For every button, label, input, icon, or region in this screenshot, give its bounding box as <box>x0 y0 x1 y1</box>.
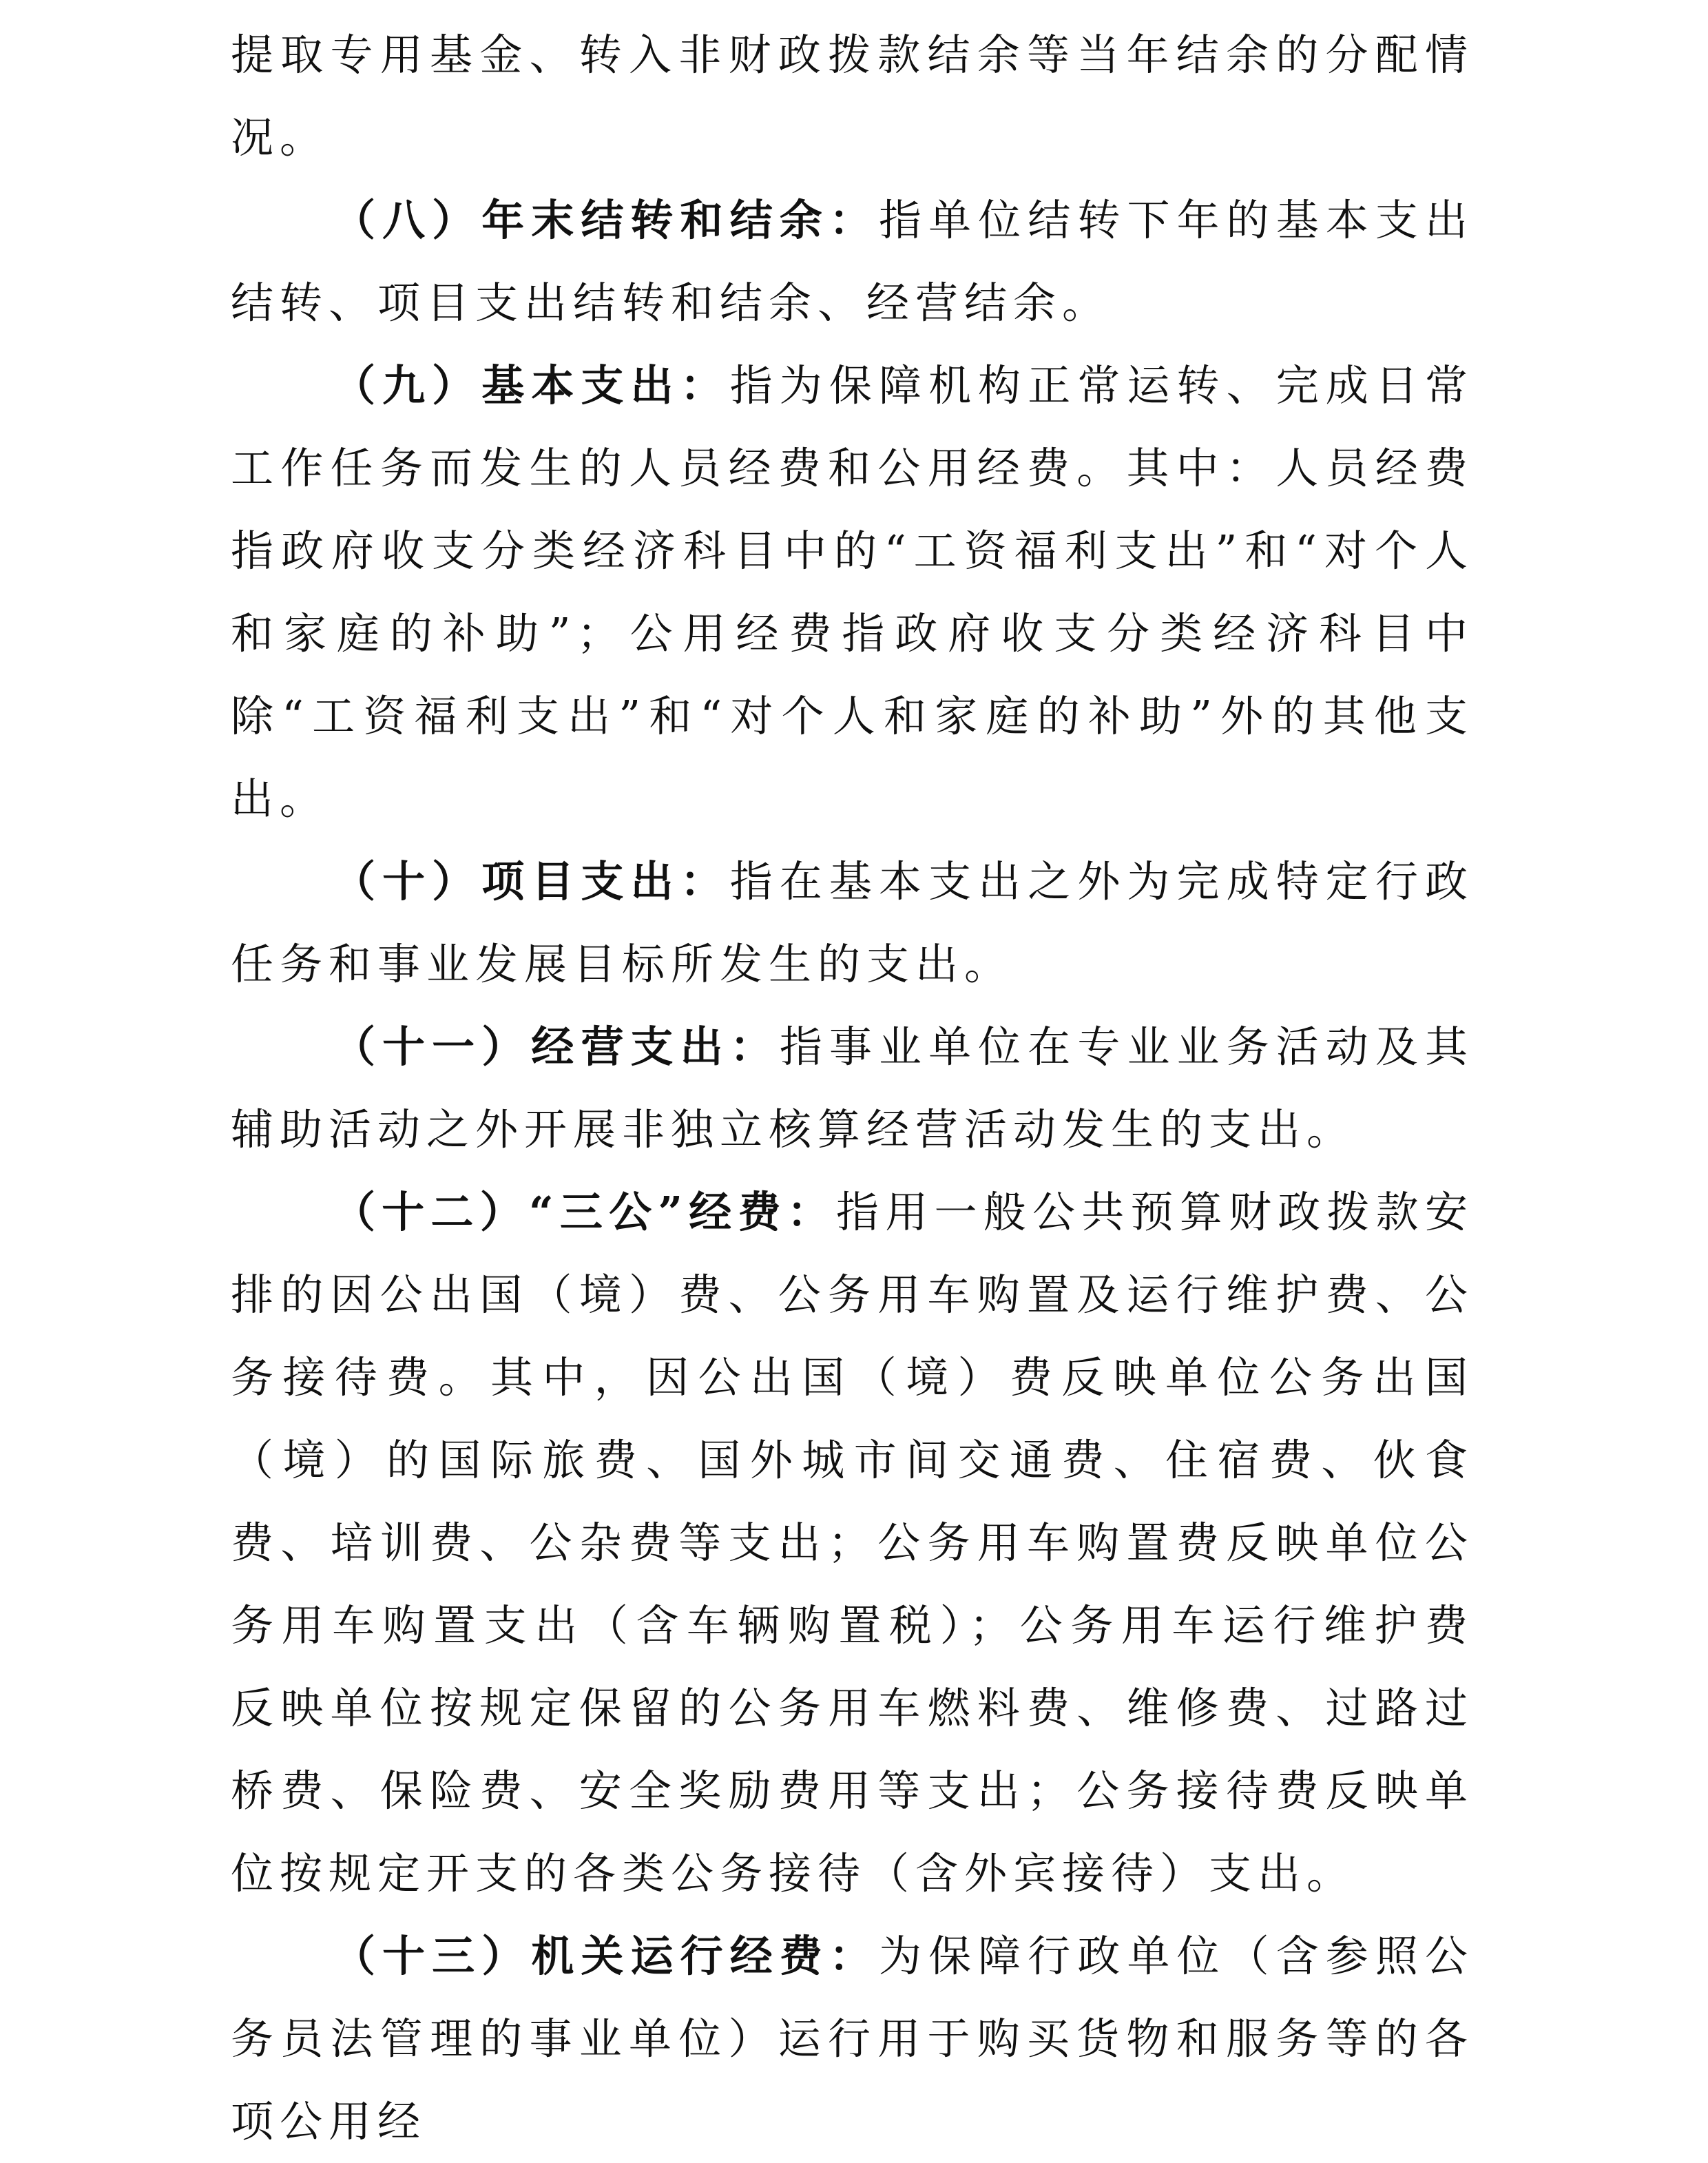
document-page <box>231 14 1474 2163</box>
paragraph-body: 指为保障机构正常运转、完成日常工作任务而发生的人员经费和公用经费。其中：人员经费指政府收支分类经济科目中的“工资福利支出”和“对个人和家庭的补助”；公用经费指政府收支分类经济科目中除“工资福利支出”和“对个人和家庭的补助”外的其他支出。 <box>231 360 1474 824</box>
paragraph-agency-operating-expenses <box>231 1915 1474 2163</box>
term-heading: （十三）机关运行经费： <box>333 1931 879 1981</box>
paragraph-three-public-expenses <box>231 1171 1474 1915</box>
paragraph-body: 指单位结转下年的基本支出结转、项目支出结转和结余、经营结余。 <box>231 195 1474 328</box>
term-heading: （十）项目支出： <box>333 856 730 907</box>
paragraph-body: 指事业单位在专业业务活动及其辅助活动之外开展非独立核算经营活动发生的支出。 <box>231 1022 1474 1155</box>
term-heading: （十一）经营支出： <box>333 1022 780 1072</box>
paragraph-body: 指用一般公共预算财政拨款安排的因公出国（境）费、公务用车购置及运行维护费、公务接待费。其中，因公出国（境）费反映单位公务出国（境）的国际旅费、国外城市间交通费、住宿费、伙食费、培训费、公杂费等支出；公务用车购置费反映单位公务用车购置支出（含车辆购置税）；公务用车运行维护费反映单位按规定保留的公务用车燃料费、维修费、过路过桥费、保险费、安全奖励费用等支出；公务接待费反映单位按规定开支的各类公务接待（含外宾接待）支出。 <box>231 1187 1474 1898</box>
paragraph-body: 提取专用基金、转入非财政拨款结余等当年结余的分配情况。 <box>231 30 1474 163</box>
term-heading: （十二）“三公”经费： <box>333 1187 837 1237</box>
term-heading: （八）年末结转和结余： <box>333 195 879 245</box>
paragraph-year-end-balance <box>231 179 1474 344</box>
paragraph-body: 指在基本支出之外为完成特定行政任务和事业发展目标所发生的支出。 <box>231 856 1474 989</box>
intro-continuation-paragraph <box>231 14 1474 179</box>
term-heading: （九）基本支出： <box>333 360 730 411</box>
paragraph-body: 为保障行政单位（含参照公务员法管理的事业单位）运行用于购买货物和服务等的各项公用经 <box>231 1931 1474 2146</box>
paragraph-operating-expenditure <box>231 1006 1474 1171</box>
paragraph-project-expenditure <box>231 840 1474 1006</box>
paragraph-basic-expenditure <box>231 344 1474 840</box>
